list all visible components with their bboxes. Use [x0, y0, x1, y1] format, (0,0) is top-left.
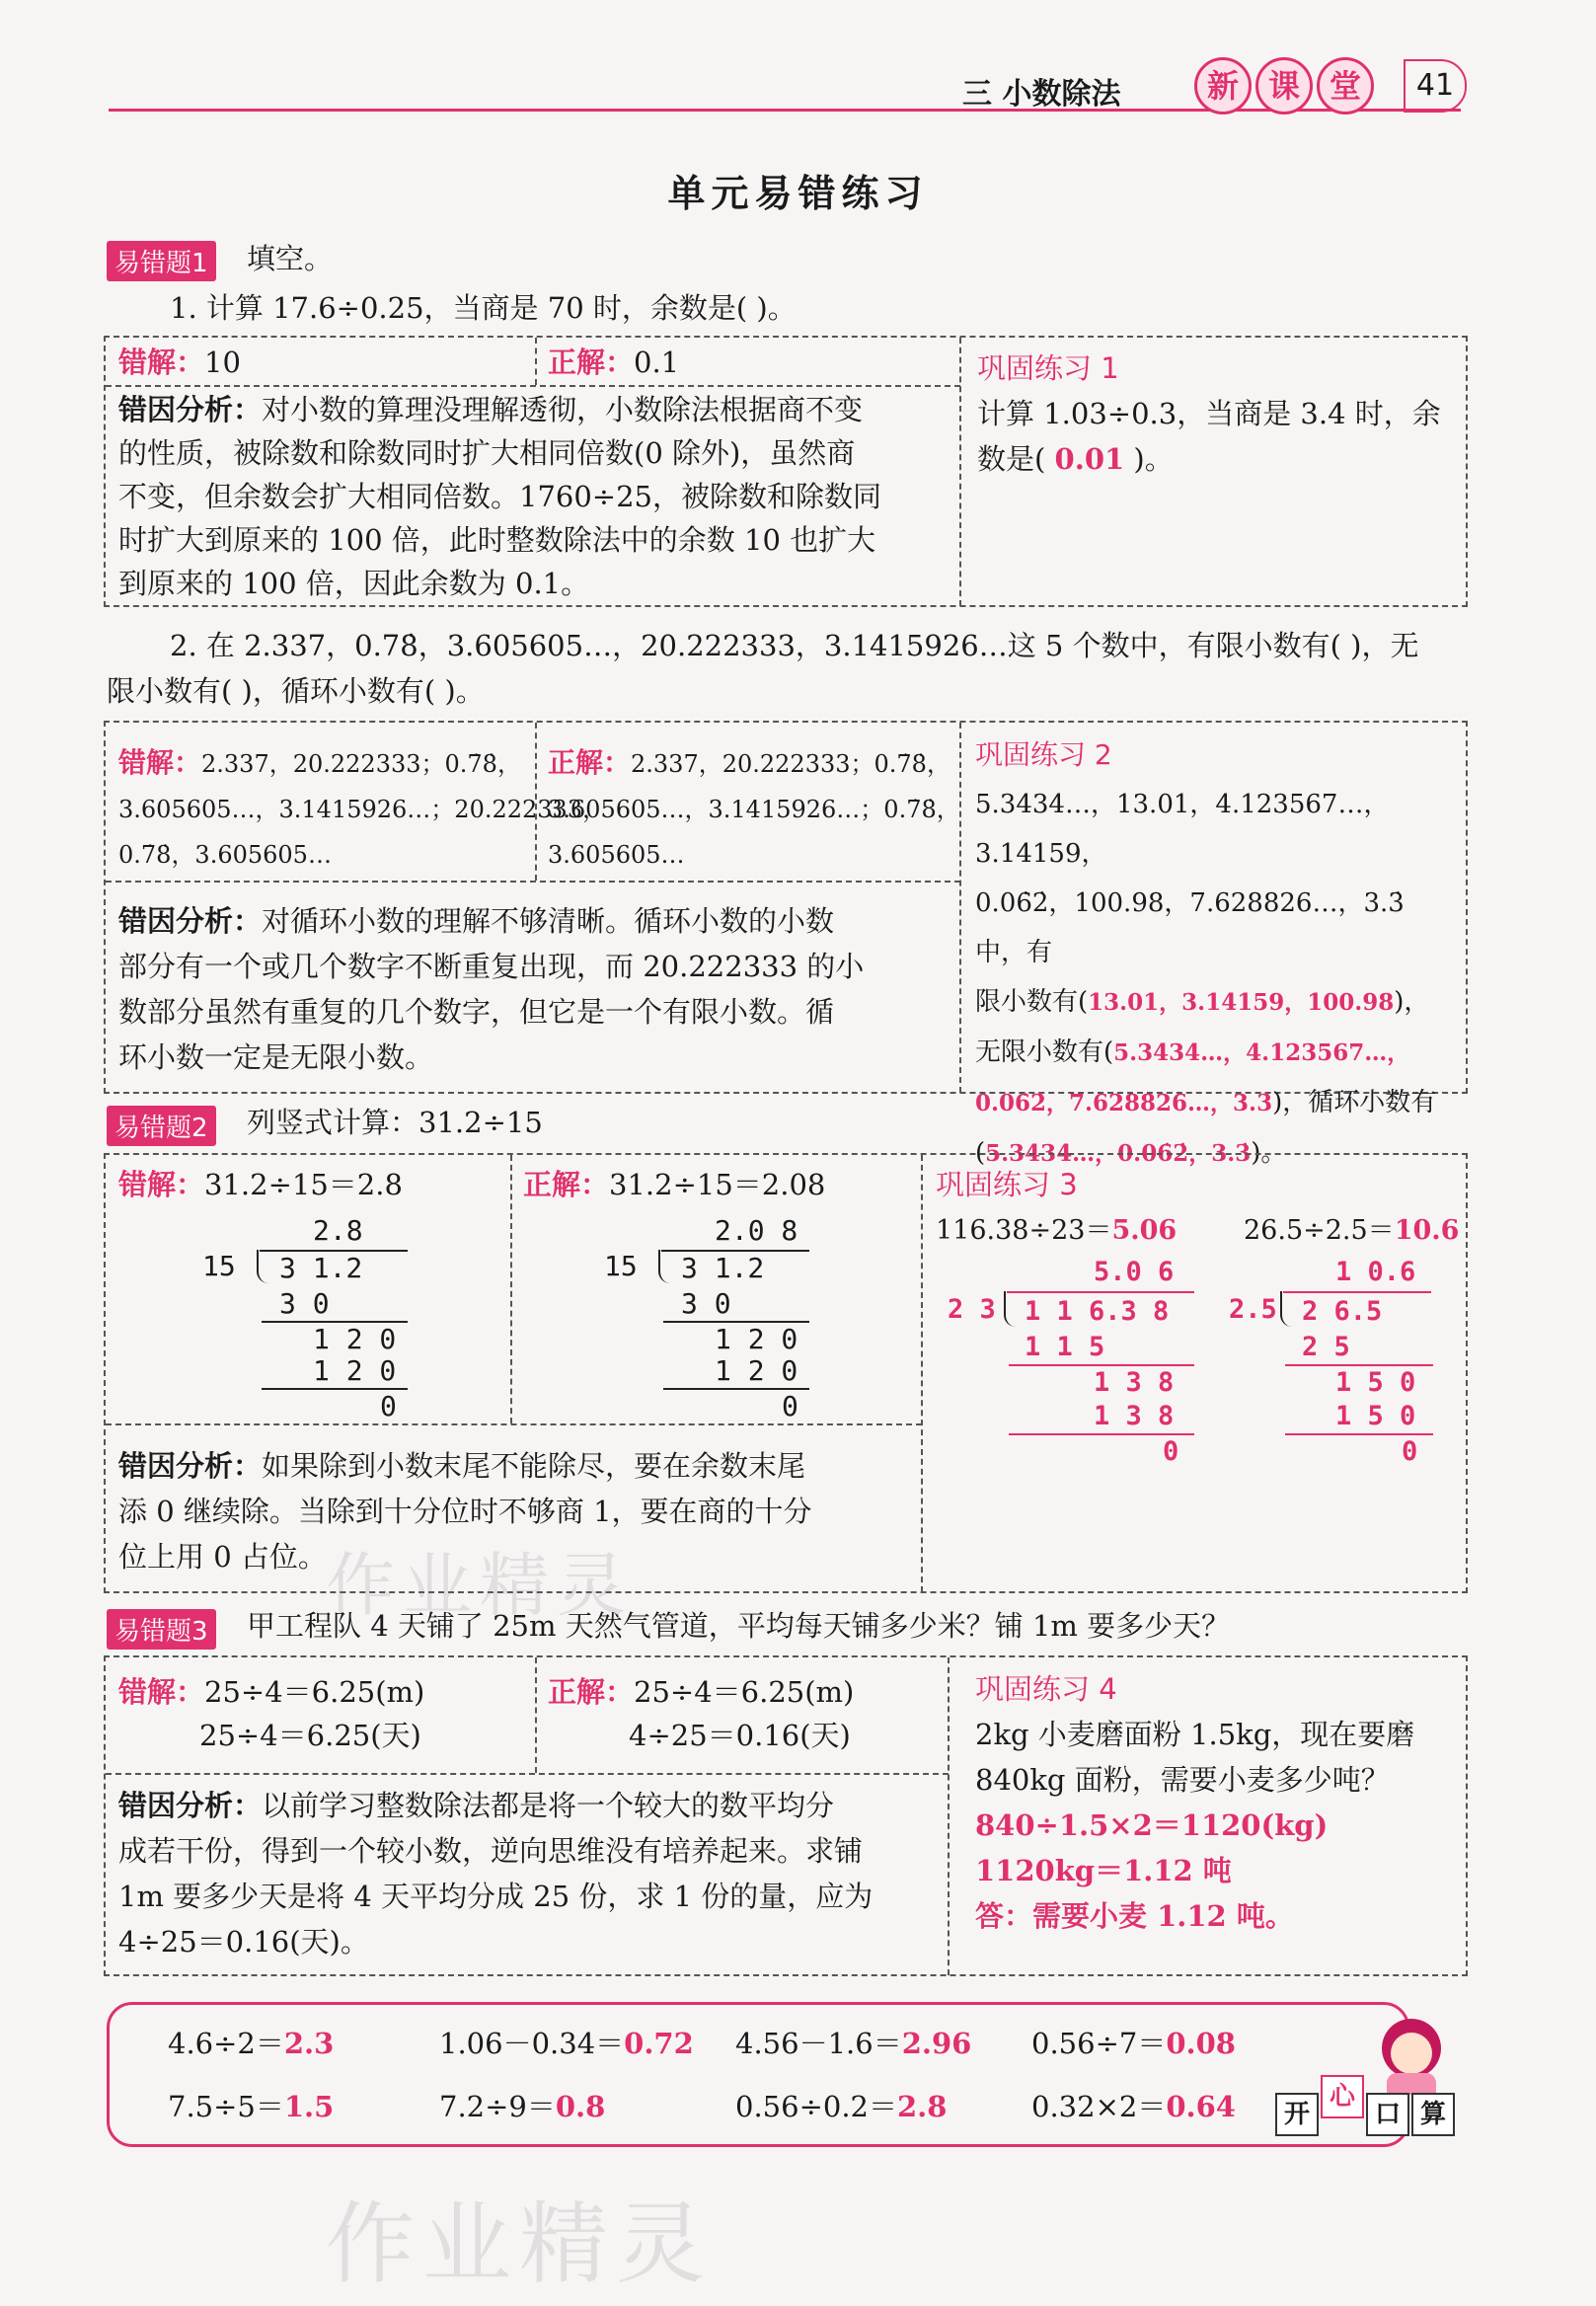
divider — [106, 1773, 949, 1775]
badge-char: 心 — [1321, 2075, 1364, 2118]
practice-answer: 13.01，3.14159，100.98 — [1088, 989, 1395, 1016]
ld-bar — [1007, 1291, 1194, 1293]
wrong-line: 25÷4＝6.25(天) — [199, 1719, 421, 1752]
ld-step: 3 0 — [279, 1287, 330, 1320]
ld-bracket — [1004, 1291, 1016, 1327]
practice-answer: 5.3434…，4.123567…， — [1113, 1039, 1410, 1066]
ld-step: 1 2 0 — [715, 1354, 798, 1387]
q1-practice — [977, 346, 1461, 482]
q2-cause — [118, 898, 957, 1080]
q1-cause — [118, 388, 957, 605]
cause-line: 对循环小数的理解不够清晰。循环小数的小数 — [262, 904, 835, 938]
ld-step: 2 5 — [1302, 1332, 1350, 1362]
p2-practice-b — [1244, 1209, 1459, 1253]
divider — [106, 385, 960, 387]
cause-line: 的性质，被除数和除数同时扩大相同倍数(0 除外)，虽然商 — [118, 436, 856, 470]
ld-step: 1 5 0 — [1335, 1367, 1416, 1398]
cause-label: 错因分析： — [118, 1789, 263, 1822]
right-line: 3.605605…，3.1415926…；0.7̇8̇， — [548, 796, 960, 823]
practice-line: )。 — [1251, 1138, 1287, 1168]
oral-question: 0.56÷7＝ — [1031, 2027, 1167, 2060]
practice-answer: 840÷1.5×2＝1120(kg) — [975, 1808, 1329, 1842]
problem3-instruction: 甲工程队 4 天铺了 25m 天然气管道，平均每天铺多少米？铺 1m 要多少天？ — [247, 1609, 1231, 1643]
right-value: 0.1 — [634, 346, 680, 379]
ld-step: 1 1 5 — [1025, 1332, 1105, 1362]
wrong-label: 错解： — [118, 346, 205, 379]
ld-step: 0 — [380, 1390, 397, 1422]
divider — [948, 1657, 950, 1975]
ld-bar — [1283, 1291, 1431, 1293]
wrong-line: 3.605605…，3.1415926…；20.222333， — [118, 796, 607, 823]
page-title: 单元易错练习 — [667, 171, 929, 215]
wrong-label: 错解： — [118, 746, 202, 779]
ld-quotient: 1 0.6 — [1335, 1257, 1416, 1287]
cause-label: 错因分析： — [118, 904, 263, 938]
divider — [535, 338, 537, 385]
ld-step: 3 0 — [681, 1287, 731, 1320]
ld-quotient: 2.0 8 — [715, 1214, 798, 1247]
oral-answer: 0.08 — [1166, 2027, 1236, 2060]
practice-line: )。 — [1133, 442, 1174, 476]
practice-expr: 26.5÷2.5＝ — [1244, 1215, 1395, 1246]
practice-answer: 1120kg＝1.12 吨 — [975, 1854, 1232, 1887]
ld-step: 1 2 0 — [715, 1323, 798, 1355]
wrong-label: 错解： — [118, 1675, 205, 1709]
cause-line: 如果除到小数末尾不能除尽，要在余数末尾 — [262, 1449, 806, 1483]
problem1-instruction: 填空。 — [247, 242, 334, 275]
mascot-body — [1387, 2073, 1436, 2095]
practice-line: 2kg 小麦磨面粉 1.5kg，现在要磨 — [975, 1718, 1415, 1751]
brand-char: 新 — [1194, 57, 1252, 115]
oral-answer: 2.3 — [283, 2027, 335, 2060]
ld-bracket — [658, 1250, 670, 1283]
practice-line: 5.3434…，13.01，4.123567…，3.14159， — [975, 790, 1390, 869]
ld-divisor: 15 — [604, 1250, 638, 1282]
q2-practice — [975, 730, 1464, 1179]
ld-quotient: 2.8 — [313, 1214, 363, 1247]
cause-line: 添 0 继续除。当除到十分位时不够商 1，要在商的十分 — [118, 1495, 812, 1528]
practice-line: 数是( — [977, 442, 1046, 476]
brand-logo — [1194, 57, 1374, 115]
cause-line: 环小数一定是无限小数。 — [118, 1040, 434, 1074]
watermark: 作业精灵 — [326, 2192, 713, 2296]
practice-line: )， — [1394, 987, 1430, 1017]
page-number: 41 — [1404, 59, 1467, 113]
wrong-long-division — [202, 1214, 419, 1422]
cause-label: 错因分析： — [118, 393, 263, 426]
ld-step: 1 5 0 — [1335, 1401, 1416, 1431]
cause-line: 1m 要多少天是将 4 天平均分成 25 份，求 1 份的量，应为 — [118, 1880, 874, 1913]
wrong-line: 0.7̇8̇，3.605605… — [118, 841, 332, 869]
practice-long-division-a — [948, 1256, 1204, 1468]
practice-line: 计算 1.03÷0.3，当商是 3.4 时，余 — [977, 397, 1441, 430]
ld-dividend: 3 1.2 — [279, 1252, 363, 1284]
divider — [921, 1155, 923, 1592]
oral-question: 1.06－0.34＝ — [439, 2027, 625, 2060]
right-line: 3.605605… — [548, 841, 685, 869]
ld-divisor: 15 — [202, 1250, 236, 1282]
chapter-label: 三 小数除法 — [962, 77, 1121, 112]
cause-line: 4÷25＝0.16(天)。 — [118, 1925, 369, 1959]
problem3-tag: 易错题3 — [107, 1609, 216, 1650]
badge-char: 口 — [1366, 2093, 1409, 2136]
mascot-face — [1391, 2033, 1432, 2074]
ld-bracket — [257, 1250, 268, 1283]
right-expr: 31.2÷15＝2.08 — [609, 1168, 826, 1201]
p3-cause — [118, 1783, 938, 1964]
cause-line: 数部分虽然有重复的几个数字，但它是一个有限小数。循 — [118, 995, 835, 1029]
wrong-line: 25÷4＝6.25(m) — [204, 1675, 425, 1709]
p2-practice-title: 巩固练习 3 — [936, 1168, 1078, 1201]
right-label: 正解： — [548, 746, 632, 779]
ld-step: 1 3 8 — [1094, 1401, 1175, 1431]
girl-mascot-icon — [1377, 2019, 1446, 2098]
cause-line: 以前学习整数除法都是将一个较大的数平均分 — [262, 1789, 835, 1822]
oral-question: 4.56－1.6＝ — [735, 2027, 902, 2060]
divider — [535, 1657, 537, 1773]
q2-right — [548, 740, 960, 878]
q1-right — [548, 341, 679, 384]
practice-line: 0.06̇2̇，100.98，7.628826…，3.3̇ 中，有 — [975, 888, 1405, 967]
ld-dividend: 2 6.5 — [1302, 1296, 1383, 1327]
oral-answer: 2.96 — [901, 2027, 972, 2060]
p3-wrong — [118, 1670, 424, 1757]
divider — [510, 1155, 512, 1423]
p2-right-expr — [523, 1163, 825, 1206]
watermark: 作业精灵 — [326, 1545, 634, 1626]
cause-line: 不变，但余数会扩大相同倍数。1760÷25，被除数和除数同 — [118, 480, 882, 513]
p2-practice-a — [936, 1209, 1177, 1253]
wrong-value: 10 — [204, 346, 241, 379]
practice-line: )，循环小数有 — [1272, 1088, 1437, 1117]
brand-char: 课 — [1255, 57, 1313, 115]
practice-answer: 5.3434…，0.06̇2̇，3.3̇ — [985, 1140, 1252, 1167]
oral-answer: 1.5 — [283, 2090, 335, 2123]
oral-question: 7.2÷9＝ — [439, 2090, 556, 2123]
p3-practice — [975, 1666, 1464, 1939]
practice-long-division-b — [1229, 1256, 1456, 1468]
cause-line: 位上用 0 占位。 — [118, 1540, 327, 1574]
right-line: 2.337，20.222333；0.7̇8̇， — [631, 750, 950, 778]
right-label: 正解： — [523, 1168, 610, 1201]
brand-char: 堂 — [1317, 57, 1374, 115]
q2-line2: 限小数有( )，循环小数有( )。 — [107, 674, 485, 708]
practice-answer: 答：需要小麦 1.12 吨。 — [975, 1899, 1294, 1933]
practice-line: 840kg 面粉，需要小麦多少吨？ — [975, 1763, 1390, 1797]
oral-question: 0.32×2＝ — [1031, 2090, 1167, 2123]
divider — [106, 881, 960, 883]
practice-title: 巩固练习 4 — [975, 1672, 1117, 1706]
oral-answer: 0.64 — [1166, 2090, 1236, 2123]
divider — [959, 338, 961, 606]
wrong-expr: 31.2÷15＝2.8 — [204, 1168, 403, 1201]
problem1-tag: 易错题1 — [107, 241, 216, 281]
ld-step: 0 — [1402, 1436, 1418, 1467]
practice-line: ( — [975, 1138, 986, 1168]
ld-dividend: 3 1.2 — [681, 1252, 765, 1284]
practice-answer: 5.06 — [1111, 1215, 1178, 1246]
ld-dividend: 1 1 6.3 8 — [1025, 1296, 1170, 1327]
oral-question: 0.56÷0.2＝ — [735, 2090, 897, 2123]
p2-wrong-expr — [118, 1163, 403, 1206]
wrong-line: 2.337，20.222333；0.7̇8̇， — [201, 750, 521, 778]
practice-answer: 10.6 — [1394, 1215, 1460, 1246]
practice-answer: 0.06̇2̇，7.628826…，3.3̇ — [975, 1090, 1273, 1116]
q2-wrong — [118, 740, 606, 878]
ld-divisor: 2.5 — [1229, 1294, 1277, 1325]
ld-step: 1 2 0 — [313, 1354, 397, 1387]
cause-line: 部分有一个或几个数字不断重复出现，而 20.222333 的小 — [118, 950, 865, 983]
oral-answer: 0.8 — [555, 2090, 606, 2123]
practice-title: 巩固练习 1 — [977, 351, 1119, 385]
problem2-tag: 易错题2 — [107, 1106, 216, 1146]
oral-question: 7.5÷5＝ — [168, 2090, 284, 2123]
ld-step: 1 2 0 — [313, 1323, 397, 1355]
ld-divisor: 2 3 — [948, 1294, 996, 1325]
wrong-label: 错解： — [118, 1168, 205, 1201]
ld-bracket — [1280, 1291, 1292, 1327]
badge-char: 算 — [1411, 2093, 1455, 2136]
ld-step: 0 — [1163, 1436, 1179, 1467]
practice-line: 限小数有( — [975, 987, 1089, 1017]
right-line: 25÷4＝6.25(m) — [634, 1675, 855, 1709]
ld-quotient: 5.0 6 — [1094, 1257, 1175, 1287]
ld-step: 1 3 8 — [1094, 1367, 1175, 1398]
q1-wrong — [118, 341, 241, 384]
practice-line: 无限小数有( — [975, 1038, 1114, 1067]
badge-char: 开 — [1275, 2093, 1319, 2136]
q1-text: 1. 计算 17.6÷0.25，当商是 70 时，余数是( )。 — [170, 291, 797, 325]
right-label: 正解： — [548, 346, 635, 379]
oral-badge — [1275, 2082, 1455, 2136]
cause-line: 到原来的 100 倍，因此余数为 0.1。 — [118, 567, 590, 600]
q2-line1: 2. 在 2.337，0.78̇，3.605605…，20.222333，3.1415926…这 5 个数中，有限小数有( )，无 — [170, 629, 1419, 662]
oral-answer: 2.8 — [897, 2090, 948, 2123]
p3-right — [548, 1670, 854, 1757]
oral-question: 4.6÷2＝ — [168, 2027, 284, 2060]
cause-line: 时扩大到原来的 100 倍，此时整数除法中的余数 10 也扩大 — [118, 523, 876, 557]
oral-answer: 0.72 — [624, 2027, 694, 2060]
ld-step: 0 — [782, 1390, 798, 1422]
right-label: 正解： — [548, 1675, 635, 1709]
cause-line: 对小数的算理没理解透彻，小数除法根据商不变 — [262, 393, 864, 426]
practice-title: 巩固练习 2 — [975, 738, 1112, 771]
right-long-division — [604, 1214, 821, 1422]
right-line: 4÷25＝0.16(天) — [629, 1719, 851, 1752]
practice-answer: 0.01 — [1054, 442, 1125, 476]
cause-label: 错因分析： — [118, 1449, 263, 1483]
divider — [106, 1423, 922, 1425]
practice-expr: 116.38÷23＝ — [936, 1215, 1112, 1246]
problem2-instruction: 列竖式计算：31.2÷15 — [247, 1106, 543, 1139]
cause-line: 成若干份，得到一个较小数，逆向思维没有培养起来。求铺 — [118, 1834, 864, 1868]
